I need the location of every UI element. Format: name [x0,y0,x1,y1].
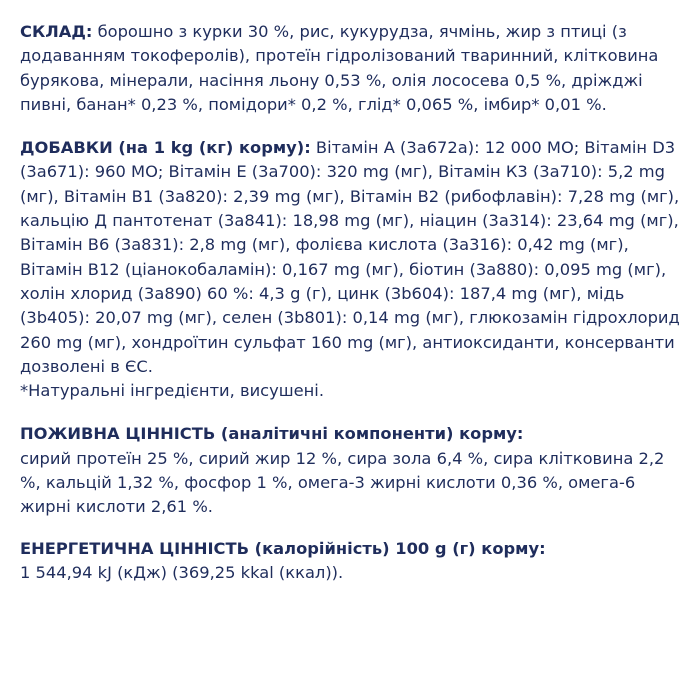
additives-text: Вітамін А (3a672a): 12 000 МО; Вітамін D3 (3a671): 960 МО; Вітамін Е (3a700): 320 mg (мг), Вітамін К3 (3a710): 5,2 mg (мг), Вітамін В1 (3a820): 2,39 mg (мг), Вітамін В2 (рибофлавін): 7,28 mg (мг), кальцію Д пантотенат (3a841): 18,98 mg (мг), ніацин (3a314): 23,64 mg (мг), Вітамін В6 (3a831): 2,8 mg (мг), фолієва кислота (3a316): 0,42 mg (мг), Вітамін В12 (ціанокобаламін): 0,167 mg (мг), біотин (3a880): 0,095 mg (мг), холін хлорид (3a890) 60 %: 4,3 g (г), цинк (3b604): 187,4 mg (мг), мідь (3b405): 20,07 mg (мг), селен (3b801): 0,14 mg (мг), глюкозамін гідрохлорид 260 mg (мг), хондроїтин сульфат 160 mg (мг), антиоксиданти, консерванти дозволені в ЄС. [20,138,680,376]
additives-heading: ДОБАВКИ (на 1 kg (кг) корму): [20,138,311,158]
natural-ingredients-note: *Натуральні інгредієнти, висушені. [20,381,325,401]
nutrition-text: сирий протеїн 25 %, сирий жир 12 %, сира зола 6,4 %, сира клітковина 2,2 %, кальцій 1,32 %, фосфор 1 %, омега-3 жирні кислоти 0,36 %, омега-6 жирні кислоти 2,61 %. [20,448,665,517]
energy-text: 1 544,94 kJ (кДж) (369,25 kkal (ккал)). [20,562,344,582]
composition-heading: СКЛАД: [20,22,93,41]
additives-section [20,136,680,403]
composition-text: борошно з курки 30 %, рис, кукурудза, ячмінь, жир з птиці (з додаванням токоферолів), протеїн гідролізований тваринний, клітковина бурякова, мінерали, насіння льону 0,53 %, олія лососева 0,5 %, дріжджі пивні, банан* 0,23 %, помідори* 0,2 %, глід* 0,065 %, імбир* 0,01 %. [20,22,659,114]
nutrition-section [20,422,680,519]
nutrition-heading: ПОЖИВНА ЦІННІСТЬ (аналітичні компоненти) корму: [20,424,524,444]
energy-section [20,537,680,586]
energy-heading: ЕНЕРГЕТИЧНА ЦІННІСТЬ (калорійність) 100 g (г) корму: [20,538,546,558]
composition-section [20,20,680,117]
